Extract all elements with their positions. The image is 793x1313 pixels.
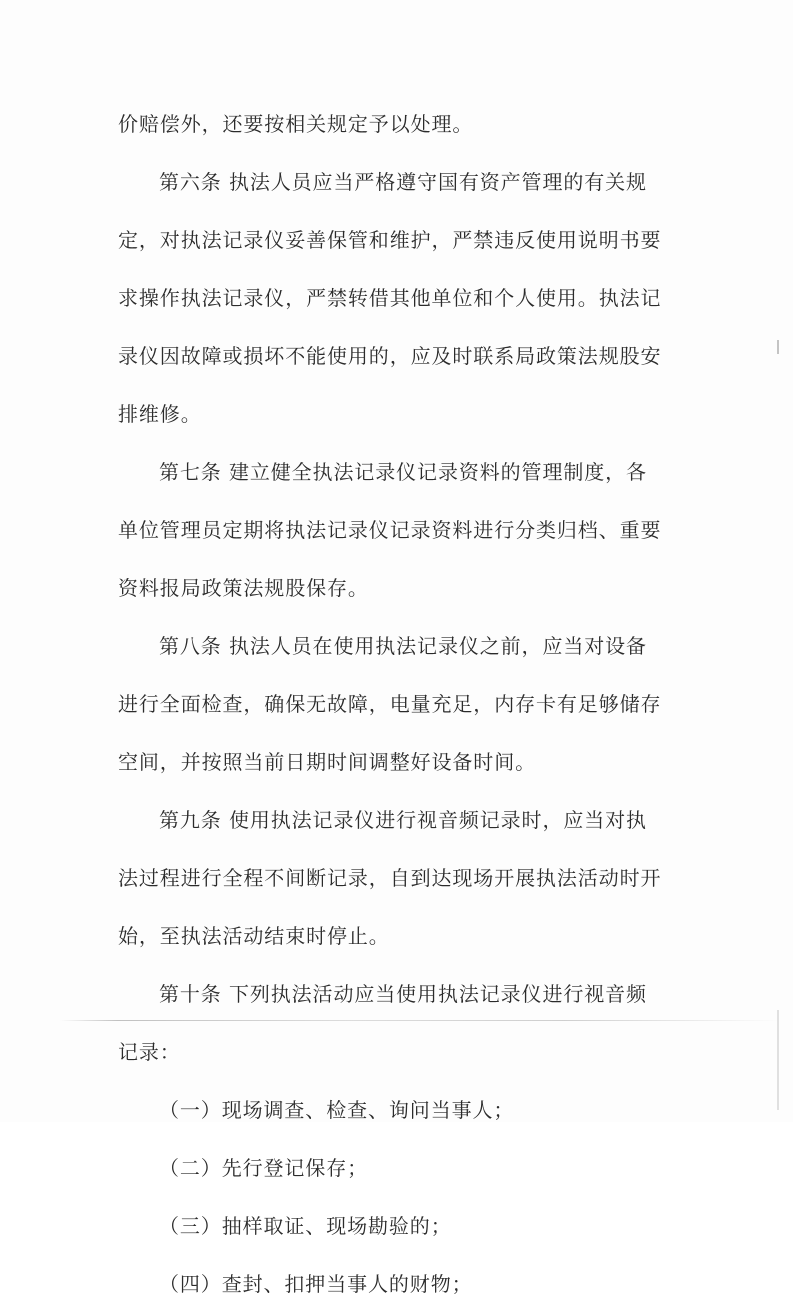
article-10-line-1: 第十条 下列执法活动应当使用执法记录仪进行视音频: [159, 982, 647, 1006]
list-item-3: （三）抽样取证、现场勘验的；: [159, 1214, 452, 1238]
article-7-line-3: 资料报局政策法规股保存。: [118, 576, 369, 600]
document-body: [118, 95, 678, 1313]
article-9-line-1: 第九条 使用执法记录仪进行视音频记录时，应当对执: [159, 808, 647, 832]
article-6-line-1: 第六条 执法人员应当严格遵守国有资产管理的有关规: [159, 170, 647, 194]
list-item-2: （二）先行登记保存；: [159, 1156, 368, 1180]
list-item-4: （四）查封、扣押当事人的财物；: [159, 1272, 473, 1296]
scan-edge-mark: [777, 340, 779, 354]
article-9-line-2: 法过程进行全程不间断记录，自到达现场开展执法活动时开: [118, 866, 662, 890]
article-10-line-2: 记录：: [118, 1040, 181, 1064]
article-8-line-3: 空间，并按照当前日期时间调整好设备时间。: [118, 750, 536, 774]
article-7-line-2: 单位管理员定期将执法记录仪记录资料进行分类归档、重要: [118, 518, 662, 542]
article-9-line-3: 始，至执法活动结束时停止。: [118, 924, 390, 948]
scan-artifact-line: [60, 1020, 780, 1021]
article-6-line-4: 录仪因故障或损坏不能使用的，应及时联系局政策法规股安: [118, 344, 662, 368]
article-8-line-2: 进行全面检查，确保无故障，电量充足，内存卡有足够储存: [118, 692, 662, 716]
list-item-1: （一）现场调查、检查、询问当事人；: [159, 1098, 515, 1122]
article-6-line-3: 求操作执法记录仪，严禁转借其他单位和个人使用。执法记: [118, 286, 662, 310]
article-6-line-2: 定，对执法记录仪妥善保管和维护，严禁违反使用说明书要: [118, 228, 662, 252]
scan-edge-mark: [777, 1010, 779, 1110]
paragraph-continuation-line: 价赔偿外，还要按相关规定予以处理。: [118, 112, 474, 136]
article-8-line-1: 第八条 执法人员在使用执法记录仪之前，应当对设备: [159, 634, 647, 658]
article-6-line-5: 排维修。: [118, 402, 202, 426]
article-7-line-1: 第七条 建立健全执法记录仪记录资料的管理制度，各: [159, 460, 647, 484]
